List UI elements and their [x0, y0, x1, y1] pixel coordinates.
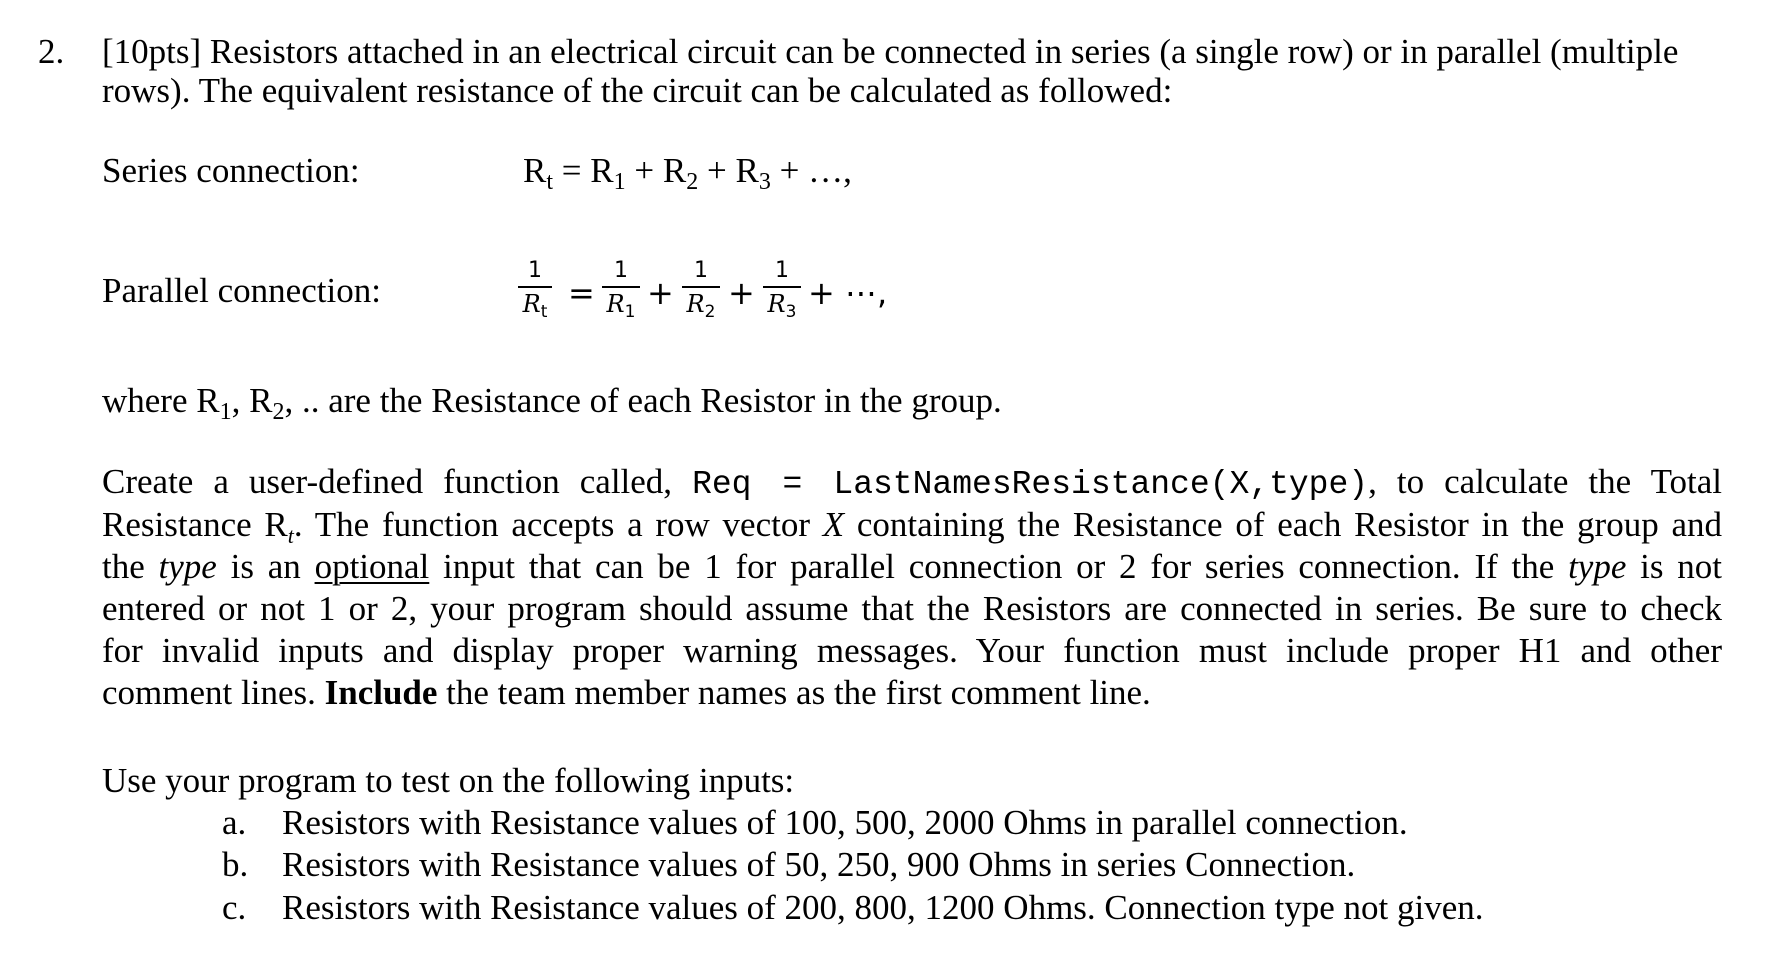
create-line-2: Resistance $R_t$. The function accepts a row vector X containing the Resistance of each Resistor in the group and — [102, 505, 1722, 548]
series-r1: $R_1$ — [590, 151, 626, 195]
function-signature: Req = LastNamesResistance(X,type) — [692, 466, 1369, 503]
create-line-5: for invalid inputs and display proper warning messages. Your function must include proper H1 and other — [102, 631, 1722, 670]
series-rt: $R_t$ — [523, 151, 554, 195]
series-r3: $R_3$ — [735, 151, 771, 195]
parallel-plus-1: + — [647, 274, 674, 312]
parallel-plus-2: + — [728, 274, 755, 312]
optional-underlined: optional — [314, 547, 430, 586]
parallel-tail: + ⋯, — [808, 274, 888, 312]
test-item-b-marker: b. — [222, 845, 249, 884]
series-formula: $R_t = R_1 + R_2 + R_3$ + …, — [523, 151, 852, 195]
where-line: where $R_1$, $R_2$, .. are the Resistance of each Resistor in the group. — [102, 381, 1002, 425]
test-item-c-text: Resistors with Resistance values of 200, 800, 1200 Ohms. Connection type not given. — [282, 888, 1484, 927]
problem-intro-line-2: rows). The equivalent resistance of the circuit can be calculated as followed: — [102, 71, 1173, 110]
series-r2: $R_2$ — [662, 151, 699, 195]
series-label: Series connection: — [102, 151, 360, 190]
test-item-a-text: Resistors with Resistance values of 100, 500, 2000 Ohms in parallel connection. — [282, 803, 1408, 842]
problem-intro-line-1: [10pts] Resistors attached in an electrical circuit can be connected in series (a single row) or in parallel (multiple — [102, 32, 1679, 71]
fraction-one-over-r2: 1 $R_2$ — [682, 258, 720, 326]
create-line-4: entered or not 1 or 2, your program should assume that the Resistors are connected in series. Be sure to check — [102, 589, 1722, 628]
tests-intro: Use your program to test on the following inputs: — [102, 761, 795, 800]
fraction-one-over-r3: 1 $R_3$ — [763, 258, 801, 326]
test-item-b-text: Resistors with Resistance values of 50, 250, 900 Ohms in series Connection. — [282, 845, 1356, 884]
parallel-equals: = — [568, 274, 595, 312]
fraction-one-over-r1: 1 $R_1$ — [602, 258, 640, 326]
test-item-a-marker: a. — [222, 803, 247, 842]
fraction-one-over-rt: 1 $R_t$ — [518, 258, 552, 326]
create-line-3: the type is an optional input that can be 1 for parallel connection or 2 for series connection. If the type is not — [102, 547, 1722, 586]
create-line-1: Create a user-defined function called, Req = LastNamesResistance(X,type), to calculate the Total — [102, 462, 1722, 503]
parallel-label: Parallel connection: — [102, 271, 381, 310]
create-line-6: comment lines. Include the team member names as the first comment line. — [102, 673, 1151, 712]
test-item-c-marker: c. — [222, 888, 247, 927]
problem-number: 2. — [38, 32, 65, 71]
